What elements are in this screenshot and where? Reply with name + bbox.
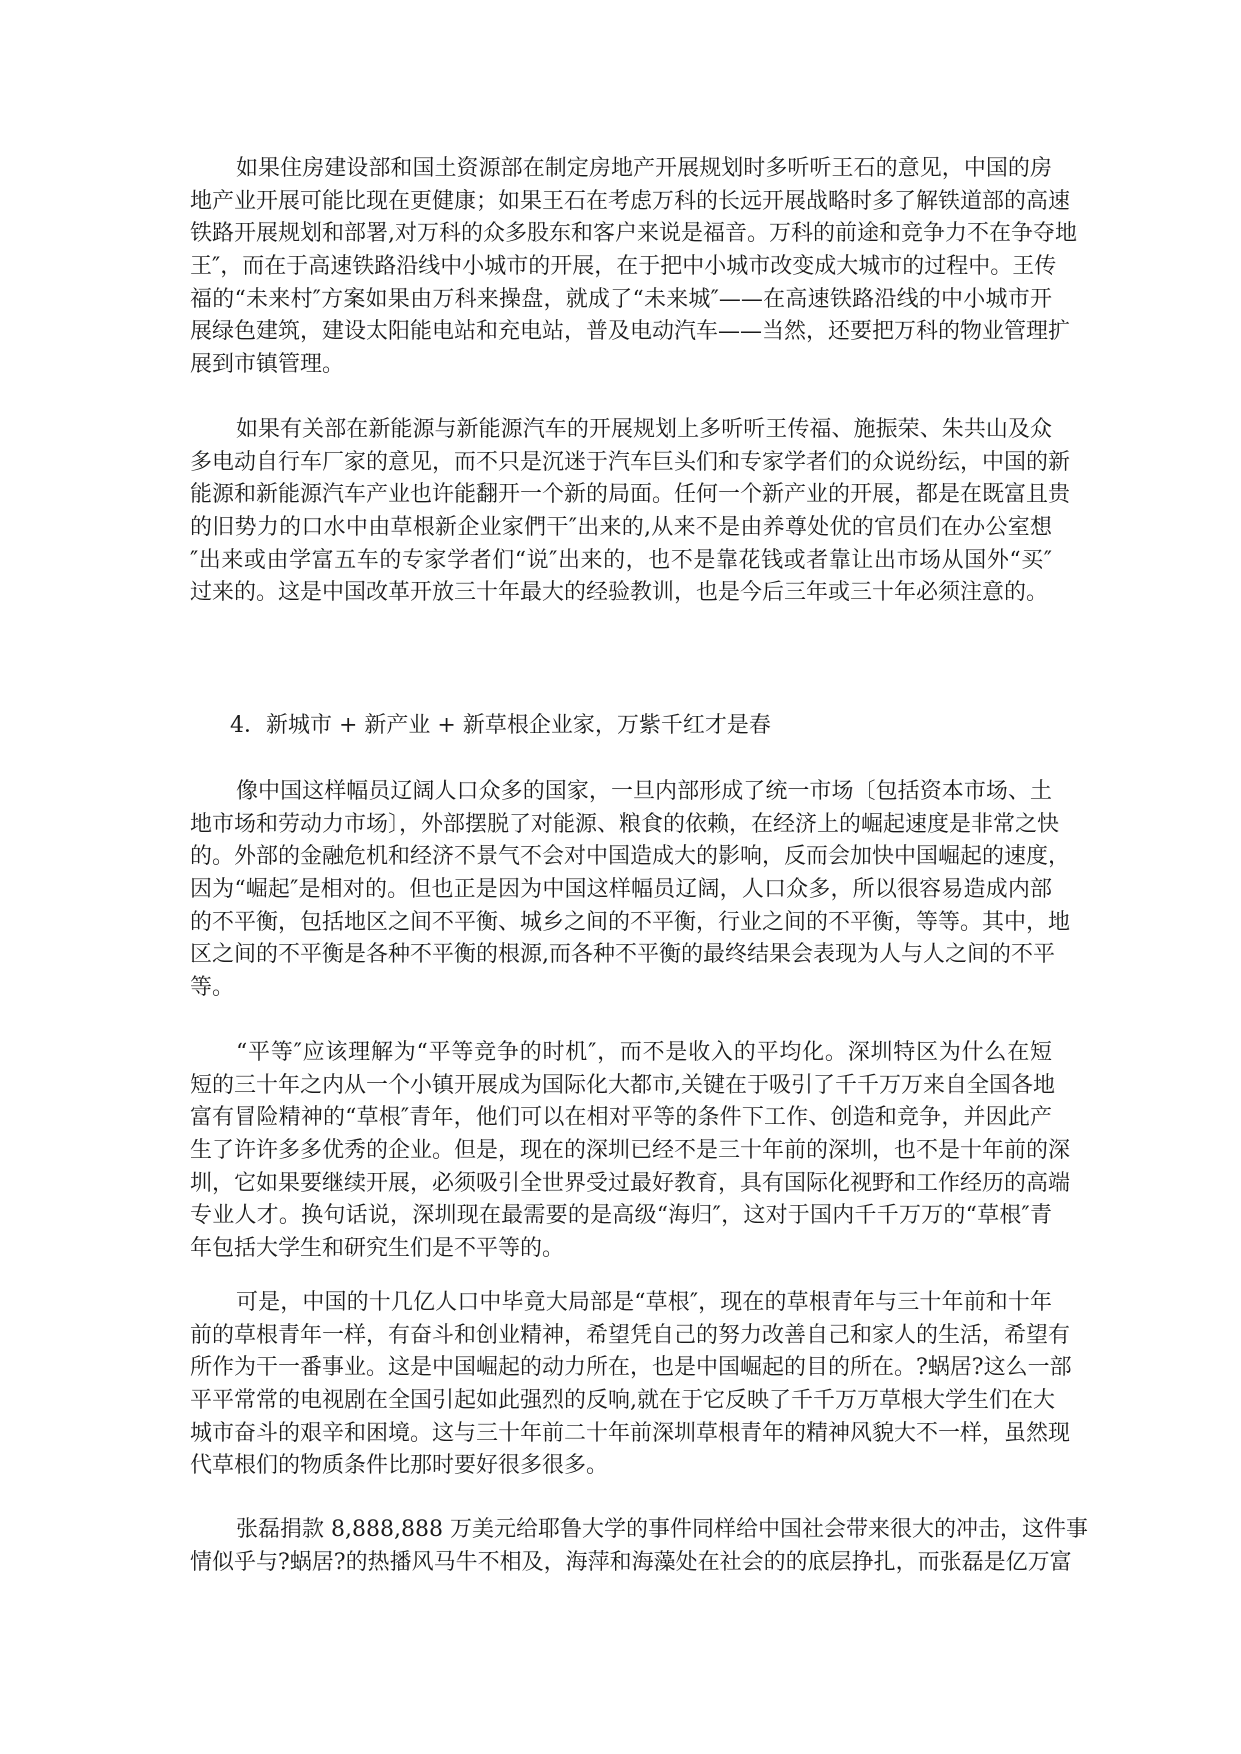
paragraph: [190, 776, 1071, 1005]
paragraph: [190, 1037, 1071, 1266]
section-heading: 4．新城市 + 新产业 + 新草根企业家，万紫千红才是春: [230, 713, 771, 738]
text-line: 专业人才。换句话说，深圳现在最需要的是高级“海归″，这对于国内千千万万的“草根″青: [190, 1203, 1052, 1229]
text-line: 代草根们的物质条件比那时要好很多很多。: [190, 1453, 609, 1479]
text-line: 区之间的不平衡是各种不平衡的根源,而各种不平衡的最终结果会表现为人与人之间的不平: [190, 942, 1055, 968]
text-line: 多电动自行车厂家的意见，而不只是沉迷于汽车巨头们和专家学者们的众说纷纭，中国的新: [190, 449, 1071, 475]
text-line: 地产业开展可能比现在更健康；如果王石在考虑万科的长远开展战略时多了解铁道部的高速: [190, 188, 1071, 214]
text-line: 可是，中国的十几亿人口中毕竟大局部是“草根″，现在的草根青年与三十年前和十年: [236, 1290, 1052, 1315]
text-line: 过来的。这是中国改革开放三十年最大的经验教训，也是今后三年或三十年必须注意的。: [190, 580, 1049, 606]
text-line: 平平常常的电视剧在全国引起如此强烈的反响,就在于它反映了千千万万草根大学生们在大: [190, 1388, 1055, 1414]
text-line: “平等″应该理解为“平等竞争的时机″，而不是收入的平均化。深圳特区为什么在短: [236, 1040, 1052, 1065]
text-line: 等。: [190, 975, 235, 1001]
text-line: 福的“未来村″方案如果由万科来操盘，就成了“未来城″——在高速铁路沿线的中小城市开: [190, 286, 1052, 312]
paragraph: [190, 414, 1071, 610]
text-line: 展绿色建筑，建设太阳能电站和充电站，普及电动汽车——当然，还要把万科的物业管理扩: [190, 319, 1071, 345]
text-line: 因为“崛起″是相对的。但也正是因为中国这样幅员辽阔，人口众多，所以很容易造成内部: [190, 877, 1052, 903]
text-line: 展到市镇管理。: [190, 352, 345, 378]
text-line: 前的草根青年一样，有奋斗和创业精神，希望凭自己的努力改善自己和家人的生活，希望有: [190, 1322, 1071, 1348]
text-line: 能源和新能源汽车产业也许能翻开一个新的局面。任何一个新产业的开展，都是在既富且贵: [190, 482, 1071, 508]
text-line: 生了许许多多优秀的企业。但是，现在的深圳已经不是三十年前的深圳，也不是十年前的深: [190, 1138, 1071, 1164]
text-line: 铁路开展规划和部署,对万科的众多股东和客户来说是福音。万科的前途和竞争力不在争夺地: [190, 221, 1077, 247]
text-line: 王″，而在于高速铁路沿线中小城市的开展，在于把中小城市改变成大城市的过程中。王传: [190, 254, 1057, 280]
text-line: 的。外部的金融危机和经济不景气不会对中国造成大的影响，反而会加快中国崛起的速度，: [190, 844, 1071, 870]
text-line: 如果有关部在新能源与新能源汽车的开展规划上多听听王传福、施振荣、朱共山及众: [236, 417, 1052, 442]
text-line: 的旧势力的口水中由草根新企业家們干″出来的,从来不是由养尊处优的官员们在办公室想: [190, 515, 1052, 541]
text-line: 的不平衡，包括地区之间不平衡、城乡之间的不平衡，行业之间的不平衡，等等。其中，地: [190, 909, 1071, 935]
text-line: 所作为干一番事业。这是中国崛起的动力所在，也是中国崛起的目的所在。?蜗居?这么一部: [190, 1355, 1072, 1381]
text-line: 地市场和劳动力市场〕，外部摆脱了对能源、粮食的依赖，在经济上的崛起速度是非常之快: [190, 811, 1060, 837]
text-line: 圳，它如果要继续开展，必须吸引全世界受过最好教育，具有国际化视野和工作经历的高端: [190, 1170, 1071, 1196]
text-line: 像中国这样幅员辽阔人口众多的国家，一旦内部形成了统一市场〔包括资本市场、土: [236, 779, 1052, 804]
paragraph: [190, 1287, 1072, 1483]
text-line: 如果住房建设部和国土资源部在制定房地产开展规划时多听听王石的意见，中国的房: [236, 156, 1052, 181]
text-line: 年包括大学生和研究生们是不平等的。: [190, 1236, 565, 1262]
paragraph: [190, 153, 1077, 382]
paragraph: [190, 1514, 1088, 1579]
text-line: 情似乎与?蜗居?的热播风马牛不相及，海萍和海藻处在社会的的底层挣扎，而张磊是亿万富: [190, 1549, 1072, 1575]
text-line: 城市奋斗的艰辛和困境。这与三十年前二十年前深圳草根青年的精神风貌大不一样，虽然现: [190, 1420, 1071, 1446]
text-line: ″出来或由学富五车的专家学者们“说″出来的，也不是靠花钱或者靠让出市场从国外“买″: [190, 547, 1052, 573]
text-line: 短的三十年之内从一个小镇开展成为国际化大都市,关键在于吸引了千千万万来自全国各地: [190, 1072, 1055, 1098]
text-line: 张磊捐款 8,888,888 万美元给耶鲁大学的事件同样给中国社会带来很大的冲击，这件事: [236, 1517, 1088, 1542]
text-line: 富有冒险精神的“草根″青年，他们可以在相对平等的条件下工作、创造和竞争，并因此产: [190, 1105, 1052, 1131]
